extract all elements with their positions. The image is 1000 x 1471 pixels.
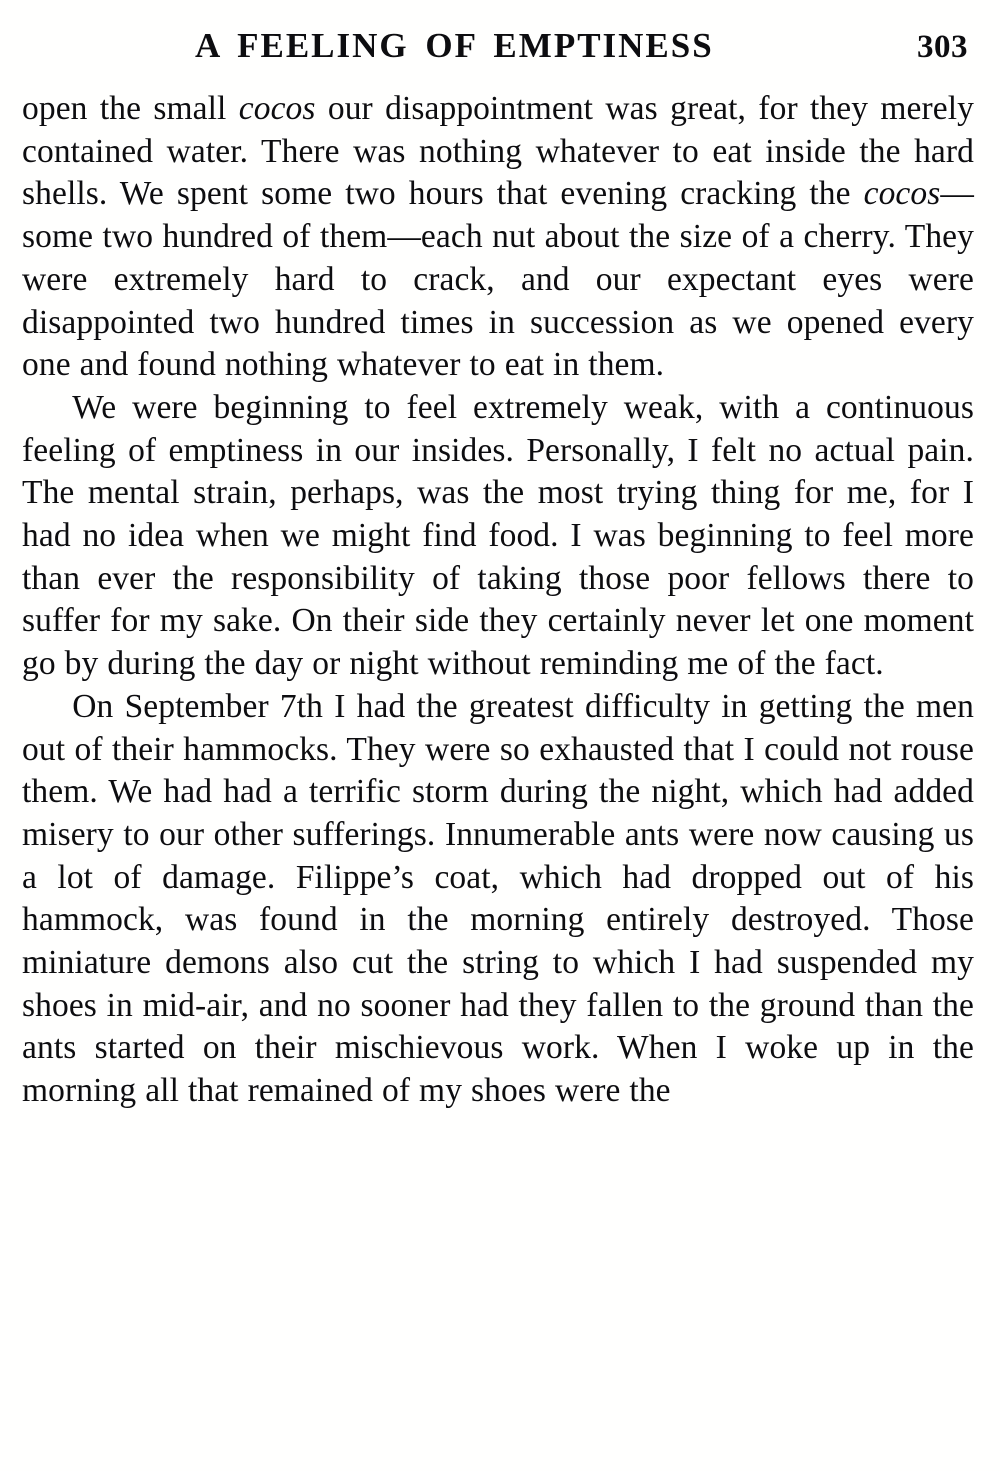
page-title: A FEELING OF EMPTINESS xyxy=(195,26,714,65)
paragraph: open the small cocos our disappointment was great, for they merely contained water. There was nothing whatever to eat inside the hard shells. We spent some two hours that evening cracking the cocos—some two hundred of them—each nut about the size of a cherry. They were extremely hard to crack, and our expectant eyes were disappointed two hundred times in succession as we opened every one and found nothing whatever to eat in them. xyxy=(22,90,974,384)
italic-term: cocos xyxy=(863,175,941,213)
italic-term: cocos xyxy=(238,90,316,127)
page-body xyxy=(22,88,974,1113)
running-head xyxy=(30,26,968,66)
paragraph: On September 7th I had the greatest difficulty in getting the men out of their hammocks. They were so exhausted that I could not rouse them. We had had a terrific storm during the night, which had added misery to our other sufferings. Innumerable ants were now causing us a lot of damage. Filippe’s coat, which had dropped out of his hammock, was found in the morning entirely destroyed. Those miniature demons also cut the string to which I had suspended my shoes in mid-air, and no sooner had they fallen to the ground than the ants started on their mischievous work. When I woke up in the morning all that remained of my shoes were the xyxy=(22,687,974,1110)
paragraph: We were beginning to feel extremely weak, with a continuous feeling of emptiness in our insides. Personally, I felt no actual pain. The mental strain, perhaps, was the most trying thing for me, for I had no idea when we might find food. I was beginning to feel more than ever the responsibility of taking those poor fellows there to suffer for my sake. On their side they certainly never let one moment go by during the day or night without reminding me of the fact. xyxy=(22,388,974,683)
page-number: 303 xyxy=(917,29,968,65)
